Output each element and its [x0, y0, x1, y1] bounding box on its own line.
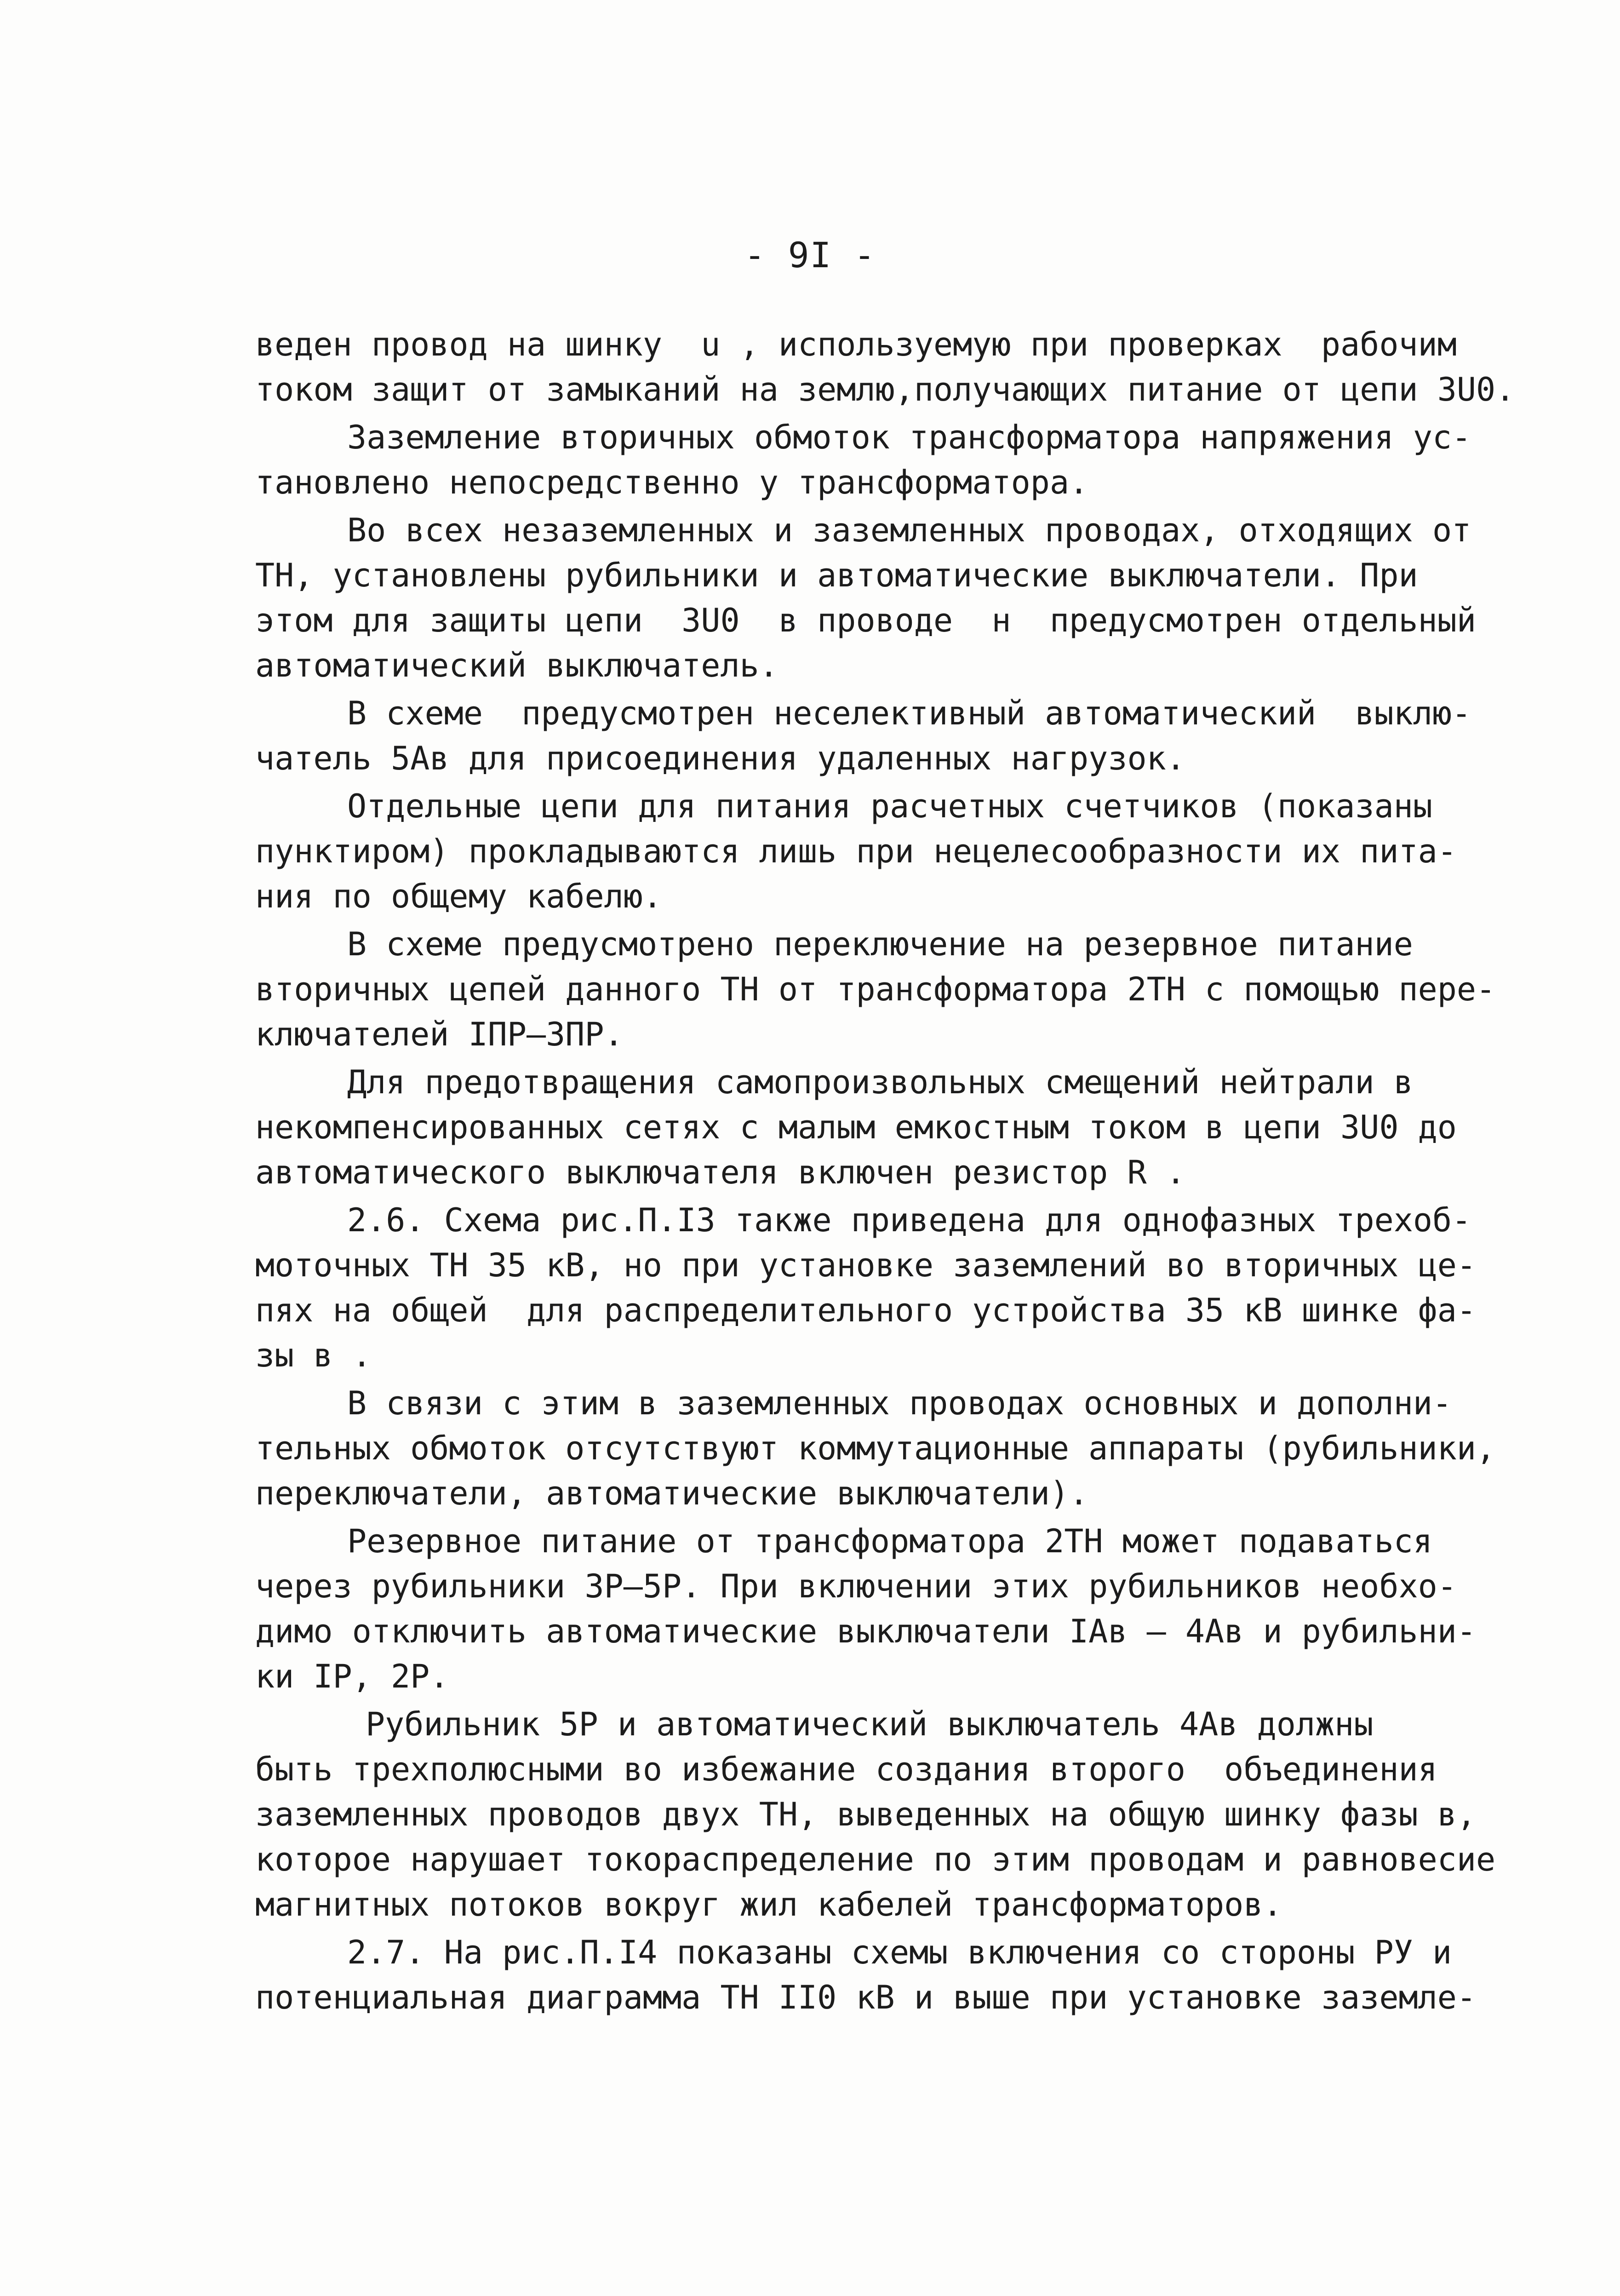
text-line: ки IР, 2Р. — [255, 1658, 449, 1695]
text-line: переключатели, автоматические выключатели). — [255, 1475, 1089, 1512]
text-line: автоматического выключателя включен резистор R . — [255, 1154, 1185, 1191]
text-line: магнитных потоков вокруг жил кабелей трансформаторов. — [255, 1886, 1282, 1923]
text-line: пунктиром) прокладываются лишь при нецелесообразности их пита- — [255, 832, 1457, 870]
text-line: ТН, установлены рубильники и автоматические выключатели. При — [255, 557, 1418, 594]
text-line: быть трехполюсными во избежание создания второго объединения — [255, 1751, 1437, 1788]
text-line: чатель 5Ав для присоединения удаленных нагрузок. — [255, 740, 1185, 777]
text-line: моточных ТН 35 кВ, но при установке заземлений во вторичных це- — [255, 1246, 1477, 1284]
body-text — [255, 322, 1515, 2020]
text-line: В схеме предусмотрено переключение на резервное питание — [347, 925, 1413, 963]
text-line: этом для защиты цепи 3U0 в проводе н предусмотрен отдельный — [255, 602, 1477, 639]
text-line: зы в . — [255, 1337, 372, 1374]
page-number: - 9I - — [744, 235, 876, 276]
text-line: ключателей IПР–3ПР. — [255, 1016, 624, 1053]
text-line: током защит от замыканий на землю,получающих питание от цепи 3U0. — [255, 371, 1515, 408]
text-line: которое нарушает токораспределение по этим проводам и равновесие — [255, 1841, 1496, 1878]
text-line: тановлено непосредственно у трансформатора. — [255, 464, 1089, 501]
text-line: В схеме предусмотрен неселективный автоматический выклю- — [347, 695, 1471, 732]
text-line: вторичных цепей данного ТН от трансформатора 2ТН с помощью пере- — [255, 970, 1496, 1008]
text-line: 2.6. Схема рис.П.I3 также приведена для однофазных трехоб- — [347, 1201, 1471, 1239]
text-line: ния по общему кабелю. — [255, 878, 663, 915]
text-line: Во всех незаземленных и заземленных проводах, отходящих от — [347, 511, 1471, 549]
text-line: через рубильники 3Р–5Р. При включении этих рубильников необхо- — [255, 1567, 1457, 1605]
text-line: Отдельные цепи для питания расчетных счетчиков (показаны — [347, 787, 1433, 825]
text-line: заземленных проводов двух ТН, выведенных на общую шинку фазы в, — [255, 1796, 1477, 1833]
text-line: В связи с этим в заземленных проводах основных и дополни- — [347, 1384, 1452, 1422]
text-line: потенциальная диаграмма ТН II0 кВ и выше при установке заземле- — [255, 1979, 1477, 2016]
text-line: 2.7. На рис.П.I4 показаны схемы включения со стороны РУ и — [347, 1934, 1452, 1971]
text-line: Заземление вторичных обмоток трансформатора напряжения ус- — [347, 419, 1471, 456]
text-line: пях на общей для распределительного устройства 35 кВ шинке фа- — [255, 1292, 1477, 1329]
text-line: тельных обмоток отсутствуют коммутационные аппараты (рубильники, — [255, 1429, 1496, 1467]
text-line: Для предотвращения самопроизвольных смещений нейтрали в — [347, 1063, 1413, 1101]
text-line: веден провод на шинку u , используемую при проверках рабочим — [255, 326, 1457, 363]
text-line: димо отключить автоматические выключатели IАв – 4Ав и рубильни- — [255, 1613, 1477, 1650]
text-line: Резервное питание от трансформатора 2ТН может подаваться — [347, 1522, 1433, 1560]
text-line: некомпенсированных сетях с малым емкостным током в цепи 3U0 до — [255, 1108, 1457, 1146]
text-line: Рубильник 5Р и автоматический выключатель 4Ав должны — [366, 1705, 1374, 1743]
text-line: автоматический выключатель. — [255, 647, 779, 684]
